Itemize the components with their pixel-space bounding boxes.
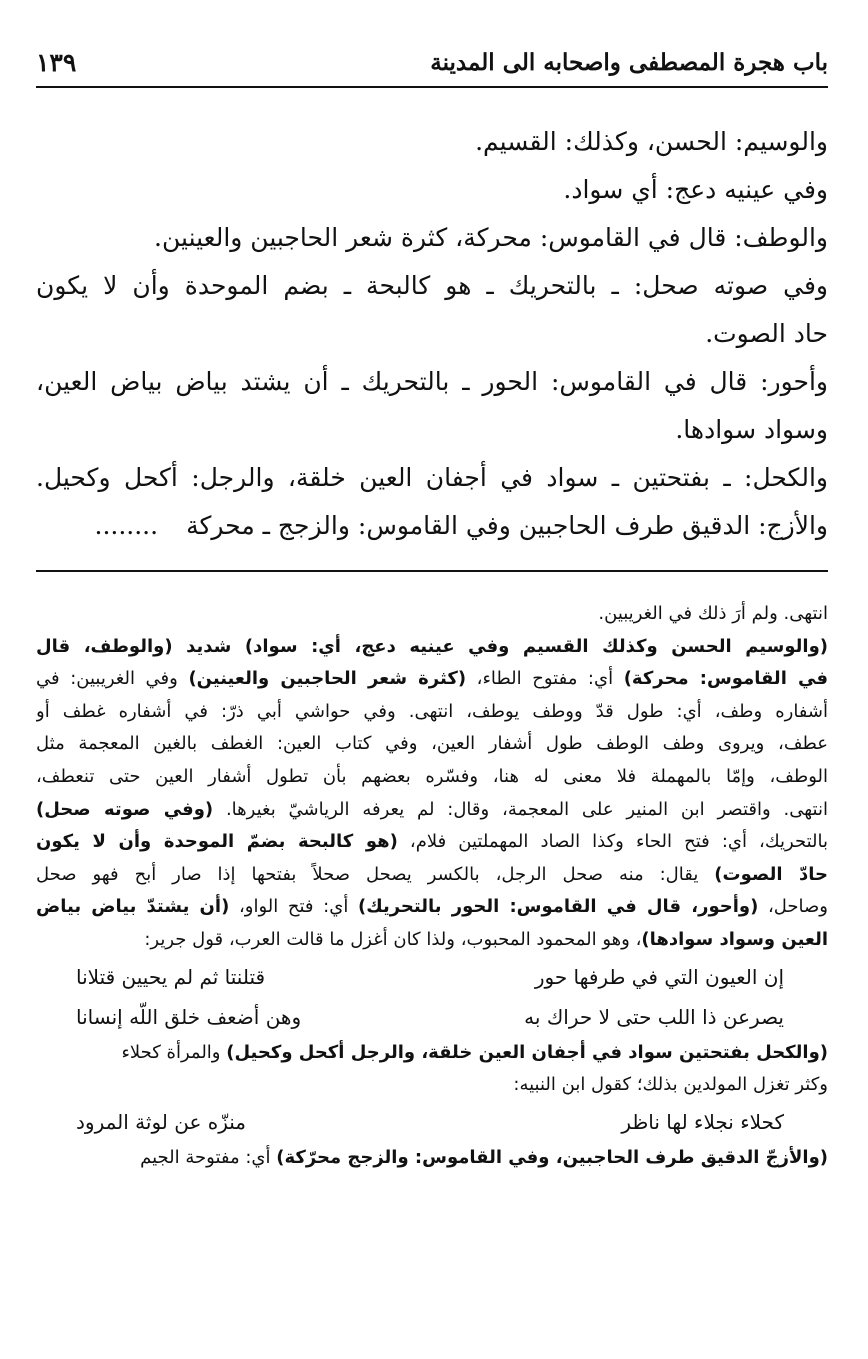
quoted-text: (والوسيم الحسن وكذلك القسيم وفي عينيه دعج، أي: سواد) شديد (والوطف، قال — [36, 635, 828, 657]
main-line — [36, 502, 828, 550]
main-line-text: والأزج: الدقيق طرف الحاجبين وفي القاموس: والزجج ـ محركة — [186, 511, 828, 540]
commentary-text — [36, 598, 828, 1174]
main-line: والوطف: قال في القاموس: محركة، كثرة شعر الحاجبين والعينين. — [154, 223, 828, 252]
gloss-text: وصاحل، — [758, 896, 828, 918]
gloss-text: أي: فتح الواو، — [229, 896, 358, 918]
quoted-text: (والكحل بفتحتين سواد في أجفان العين خلقة، والرجل أكحل وكحيل) — [226, 1041, 828, 1063]
main-line: وفي صوته صحل: ـ بالتحريك ـ هو كالبحة ـ بضم الموحدة وأن لا يكون — [36, 271, 828, 300]
quoted-text: (أن يشتدّ بياض بياض — [36, 896, 230, 918]
main-line: والوسيم: الحسن، وكذلك: القسيم. — [475, 127, 828, 156]
quoted-text: (كثرة شعر الحاجبين والعينين) — [188, 668, 467, 690]
running-header — [36, 38, 828, 88]
verse-hemistich-second: منزّه عن لوثة المرود — [76, 1109, 247, 1134]
commentary-line: وكثر تغزل المولدين بذلك؛ كقول ابن النبيه: — [513, 1074, 828, 1096]
gloss-text: يقال: منه صحل الرجل، بالكسر يصحل صحلاً بفتحها إذا صار أبح فهو صحل — [36, 863, 715, 885]
commentary-line: انتهى. ولم أرَ ذلك في الغريبين. — [598, 603, 828, 624]
gloss-text: وفي الغريبين: في — [36, 668, 189, 690]
commentary-line — [36, 1037, 828, 1070]
main-line: وسواد سوادها. — [675, 415, 828, 444]
poem-verse — [36, 957, 828, 997]
gloss-text: أي: مفتوح الطاء، — [466, 668, 624, 690]
commentary-line — [36, 1142, 828, 1175]
gloss-text: انتهى. واقتصر ابن المنير على المعجمة، وقال: لم يعرفه الرياشيّ بغيرها. — [213, 798, 828, 820]
quoted-text: (هو كالبحة بضمّ الموحدة وأن لا يكون — [36, 831, 398, 853]
poem-verse — [36, 1102, 828, 1142]
gloss-text: ، وهو المحمود المحبوب، ولذا كان أغزل ما قالت العرب، قول جرير: — [144, 928, 642, 950]
commentary-line — [36, 826, 828, 859]
gloss-text: والمرأة كحلاء — [121, 1041, 227, 1063]
poem-verse — [36, 997, 828, 1037]
quoted-text: حادّ الصوت) — [714, 863, 828, 885]
main-line: والكحل: ـ بفتحتين ـ سواد في أجفان العين خلقة، والرجل: أكحل وكحيل. — [36, 463, 828, 492]
commentary-line — [36, 924, 828, 957]
page-number: ١٣٩ — [36, 47, 77, 77]
commentary-line — [36, 794, 828, 827]
quoted-text: (والأزجّ الدقيق طرف الحاجبين، وفي القاموس: والزجج محرّكة) — [276, 1146, 828, 1168]
chapter-title: باب هجرة المصطفى واصحابه الى المدينة — [430, 48, 828, 76]
commentary-line: الوطف، وإمّا بالمهملة فلا معنى له هنا، وفسّره بعضهم بأن تطول أشفار العين حتى تنعطف، — [36, 765, 828, 787]
ellipsis: ........ — [94, 511, 159, 540]
quoted-text: العين وسواد سوادها) — [641, 928, 828, 950]
commentary-line: أشفاره وطف، أي: طول قدّ ووطف يوطف، انتهى. وفي حواشي أبي ذرّ: في أشفاره غطف أو — [36, 700, 828, 722]
commentary-line — [36, 859, 828, 892]
main-text — [36, 118, 828, 550]
verse-hemistich-first: كحلاء نجلاء لها ناظر — [621, 1109, 784, 1134]
gloss-text: بالتحريك، أي: فتح الحاء وكذا الصاد المهملتين فلام، — [397, 831, 828, 853]
commentary-line — [36, 631, 828, 664]
commentary-line — [36, 891, 828, 924]
quoted-text: في القاموس: محركة) — [623, 668, 828, 690]
verse-hemistich-first: يصرعن ذا اللب حتى لا حراك به — [524, 1004, 784, 1029]
commentary-line — [36, 663, 828, 696]
quoted-text: (وفي صوته صحل) — [36, 798, 214, 820]
section-divider — [36, 570, 828, 572]
gloss-text: أي: مفتوحة الجيم — [140, 1146, 277, 1168]
main-line: حاد الصوت. — [705, 319, 828, 348]
main-line: وفي عينيه دعج: أي سواد. — [563, 175, 828, 204]
verse-hemistich-second: قتلنتا ثم لم يحيين قتلانا — [76, 964, 266, 989]
verse-hemistich-first: إن العيون التي في طرفها حور — [534, 964, 784, 989]
main-line: وأحور: قال في القاموس: الحور ـ بالتحريك ـ أن يشتد بياض بياض العين، — [36, 367, 828, 396]
quoted-text: (وأحور، قال في القاموس: الحور بالتحريك) — [357, 896, 759, 918]
commentary-line: عطف، ويروى وطف الوطف طول أشفار العين، وفي كتاب العين: الغطف بالغين المعجمة مثل — [36, 733, 828, 755]
verse-hemistich-second: وهن أضعف خلق اللّه إنسانا — [76, 1004, 302, 1029]
